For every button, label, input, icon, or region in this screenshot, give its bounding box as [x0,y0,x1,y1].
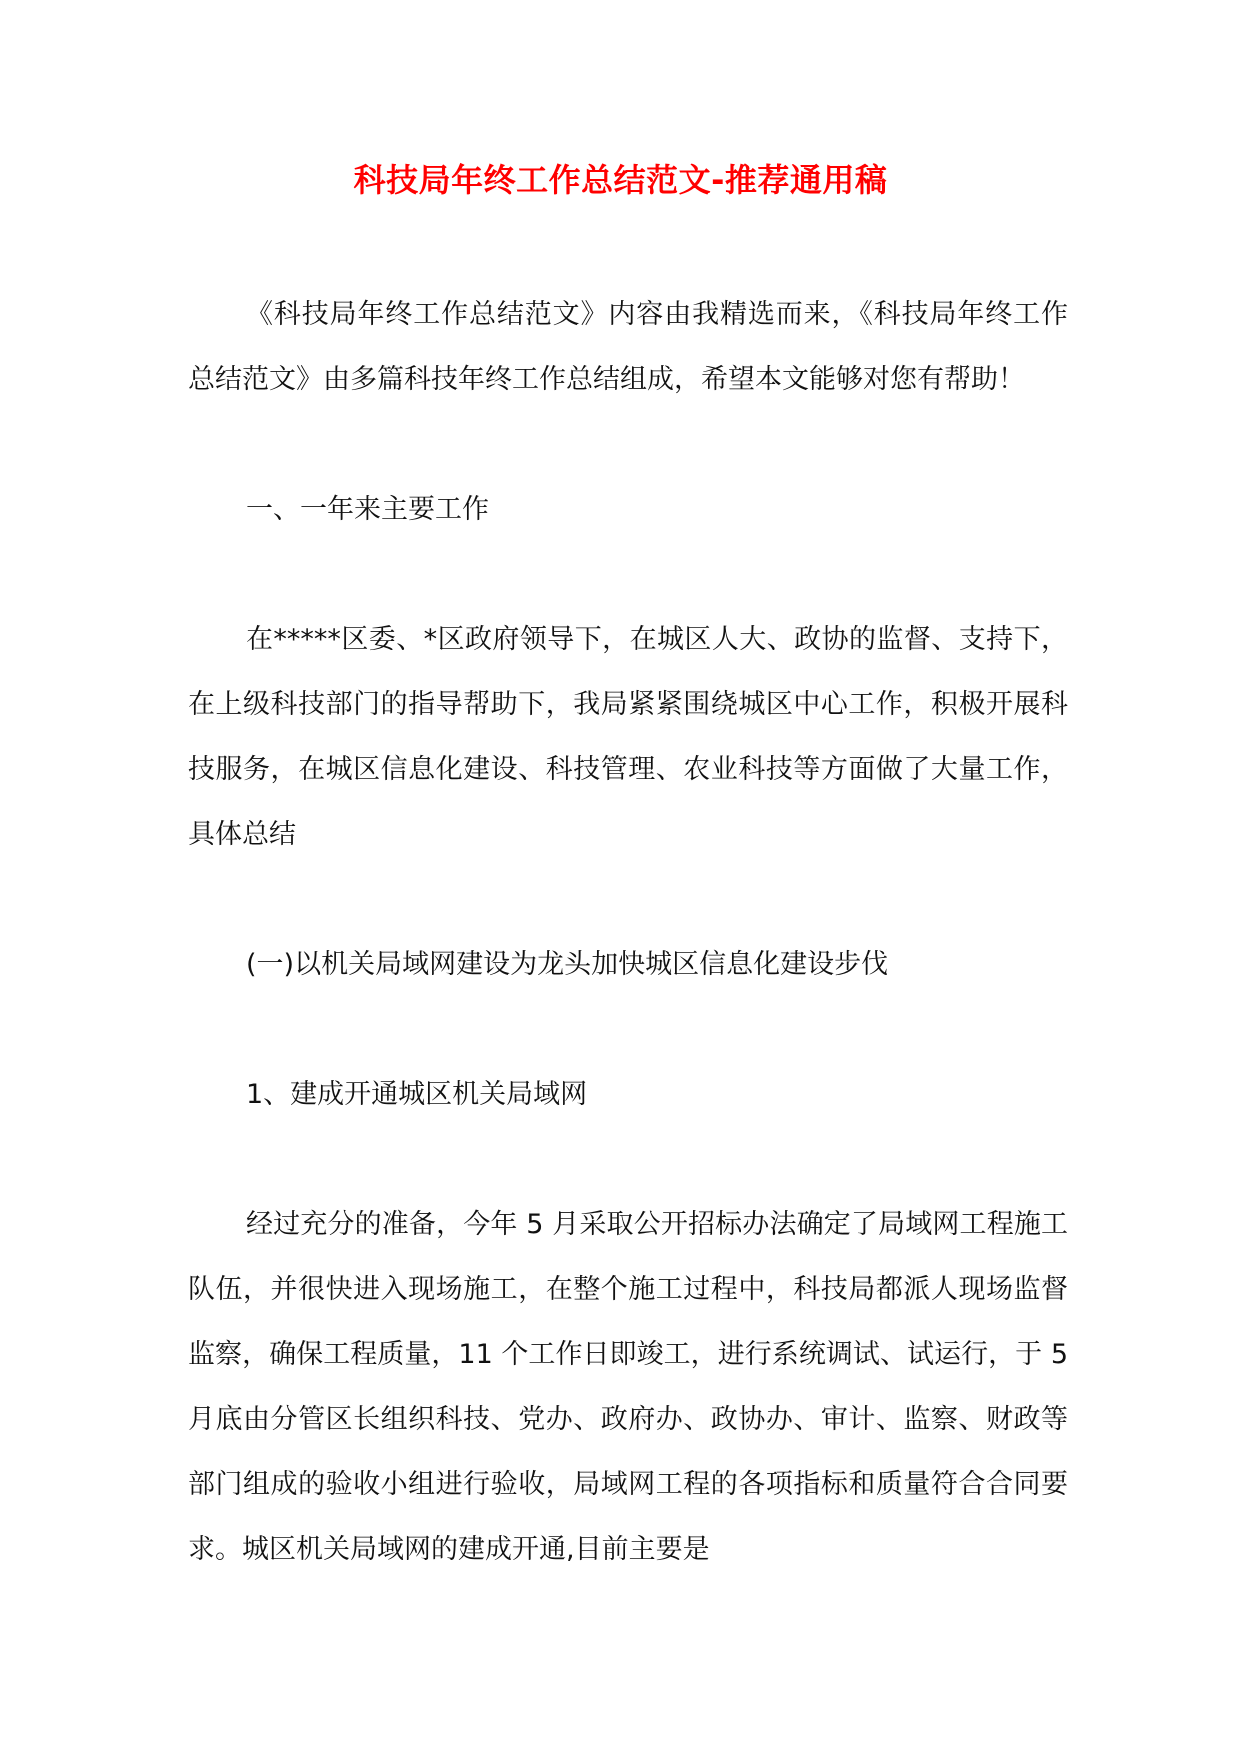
section-heading: 一、一年来主要工作 [246,494,489,525]
item-body-paragraph: 经过充分的准备，今年 5 月采取公开招标办法确定了局域网工程施工队伍，并很快进入现场施工，在整个施工过程中，科技局都派人现场监督监察，确保工程质量，11 个工作日即竣工，进行系统调试、试运行，于 5 月底由分管区长组织科技、党办、政府办、政协办、审计、监察、财政等部门组成的验收小组进行验收，局域网工程的各项指标和质量符合合同要求。城区机关局域网的建成开通,目前主要是 [188,1209,1068,1565]
section-body-paragraph: 在*****区委、*区政府领导下，在城区人大、政协的监督、支持下，在上级科技部门的指导帮助下，我局紧紧围绕城区中心工作，积极开展科技服务，在城区信息化建设、科技管理、农业科技等方面做了大量工作，具体总结 [188,624,1068,850]
subsection-heading: (一)以机关局域网建设为龙头加快城区信息化建设步伐 [246,949,889,980]
document-title: 科技局年终工作总结范文-推荐通用稿 [353,161,888,199]
item-heading: 1、建成开通城区机关局域网 [246,1079,588,1110]
intro-paragraph: 《科技局年终工作总结范文》内容由我精选而来，《科技局年终工作总结范文》由多篇科技年终工作总结组成，希望本文能够对您有帮助！ [188,299,1068,395]
